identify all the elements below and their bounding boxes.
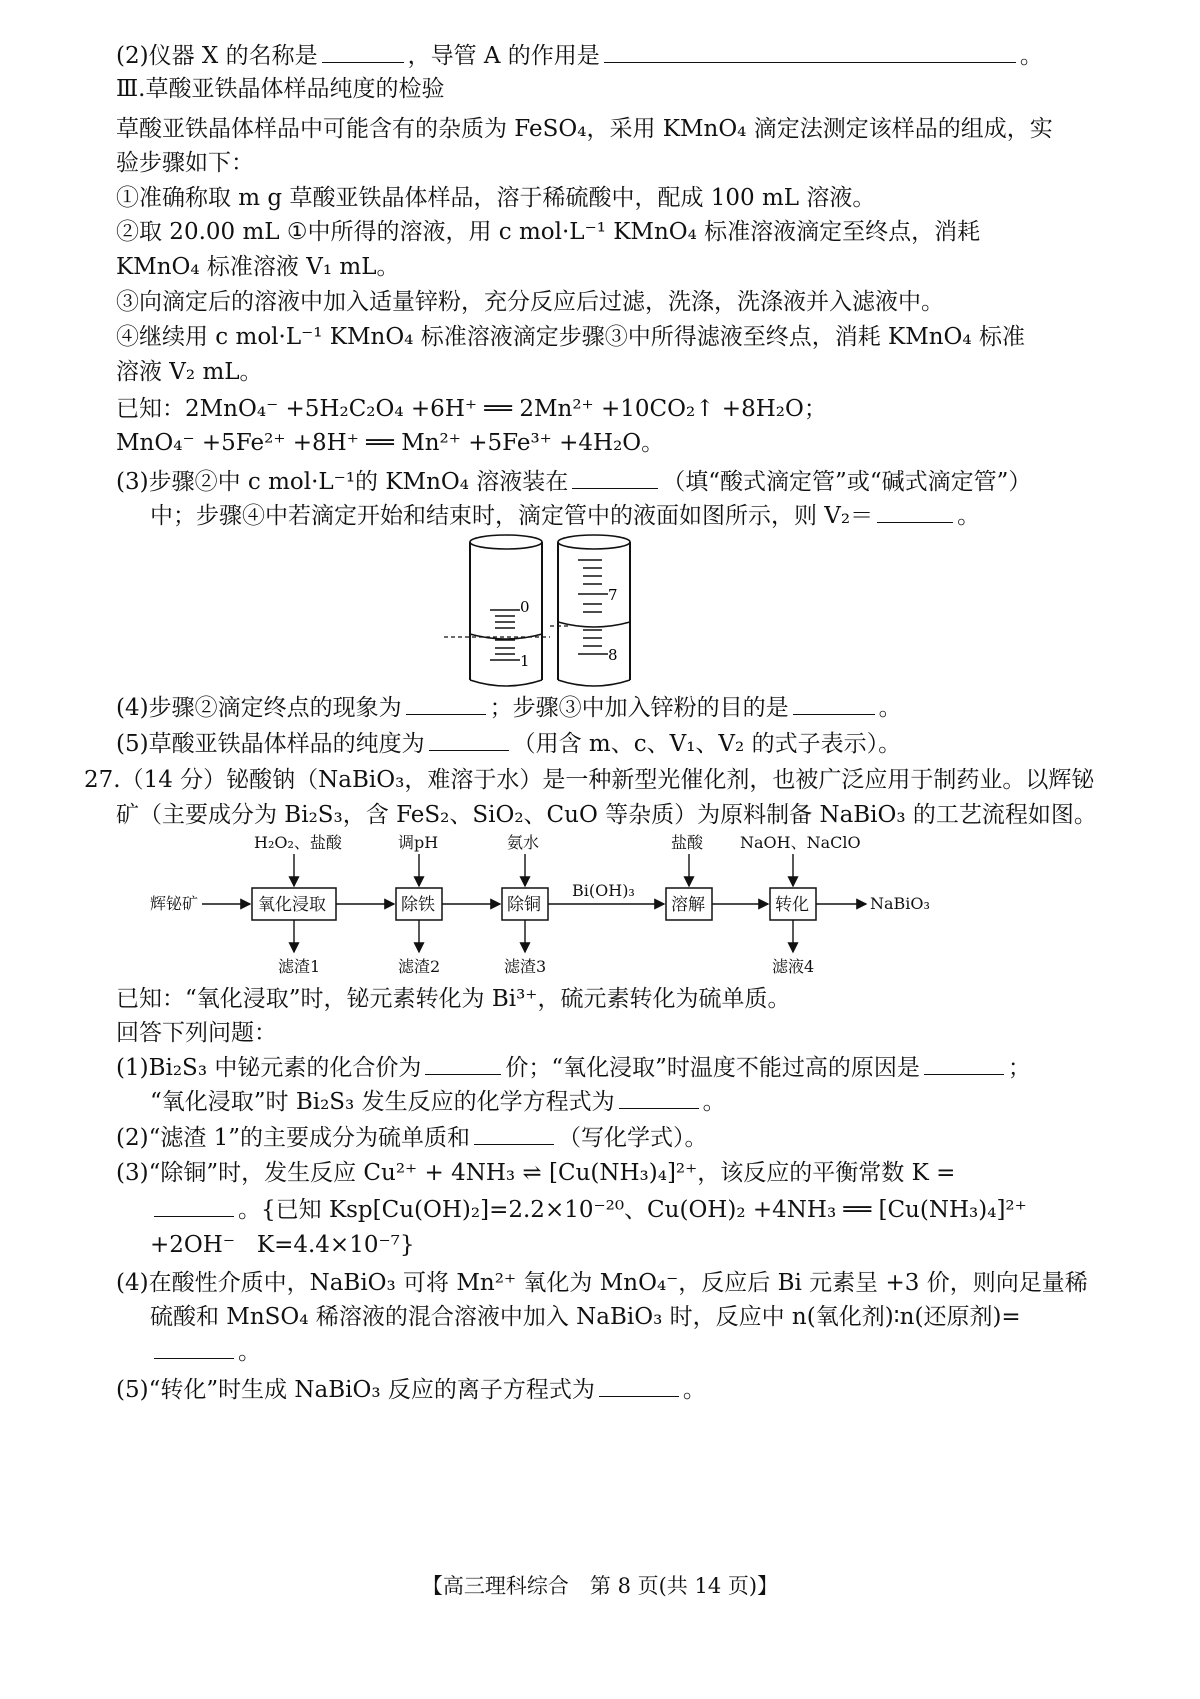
text: (2)仪器 X 的名称是 <box>116 43 318 69</box>
flow-start: 辉铋矿 <box>150 894 199 913</box>
text: (3)步骤②中 c mol·L⁻¹的 KMnO₄ 溶液装在 <box>116 469 569 495</box>
answer-blank <box>474 1122 554 1145</box>
question-27-1 <box>116 1052 1106 1083</box>
question-27-3-cont <box>150 1230 1140 1260</box>
text: （用含 m、c、V₁、V₂ 的式子表示）。 <box>512 731 902 757</box>
flow-reagent: NaOH、NaClO <box>740 833 861 852</box>
flow-reagent: 氨水 <box>507 833 540 852</box>
text: ④继续用 c mol·L⁻¹ KMnO₄ 标准溶液滴定步骤③中所得滤液至终点，消耗 KMnO₄ 标准 <box>116 324 1025 350</box>
answer-blank <box>793 692 875 715</box>
question-27-4-cont <box>150 1302 1140 1332</box>
answer-blank <box>599 1374 679 1397</box>
text: 价；“氧化浸取”时温度不能过高的原因是 <box>505 1055 920 1081</box>
step-4-cont <box>116 357 1106 387</box>
answer-blank <box>425 1052 501 1075</box>
answer-blank <box>154 1194 234 1217</box>
question-27-2 <box>116 1122 1106 1153</box>
question-27-4 <box>116 1268 1106 1298</box>
step-4 <box>116 322 1106 352</box>
flow-end: NaBiO₃ <box>870 894 930 913</box>
section-heading <box>116 74 1106 104</box>
step-1 <box>116 183 1106 213</box>
right-burette <box>558 535 630 686</box>
text: 中；步骤④中若滴定开始和结束时，滴定管中的液面如图所示，则 V₂＝ <box>150 503 874 529</box>
answer-blank <box>154 1336 234 1359</box>
text: 27.（14 分）铋酸钠（NaBiO₃，难溶于水）是一种新型光催化剂，也被广泛应用于制药业。以辉铋 <box>84 767 1095 793</box>
text: KMnO₄ 标准溶液 V₁ mL。 <box>116 254 400 280</box>
flow-intermediate: Bi(OH)₃ <box>572 881 635 900</box>
text: ，导管 A 的作用是 <box>407 43 600 69</box>
flow-waste: 滤渣2 <box>398 957 441 976</box>
answer-blank <box>406 692 486 715</box>
text: +2OH⁻ K=4.4×10⁻⁷} <box>150 1232 415 1258</box>
scale-label: 1 <box>520 652 530 670</box>
question-27-stem <box>84 765 1095 795</box>
answer-blank <box>572 466 658 489</box>
text: ②取 20.00 mL ①中所得的溶液，用 c mol·L⁻¹ KMnO₄ 标准溶液滴定至终点，消耗 <box>116 219 981 245</box>
text: 。 <box>957 503 981 529</box>
flow-reagent: 盐酸 <box>671 833 704 852</box>
flow-step: 除铁 <box>401 895 435 915</box>
question-27-1-cont <box>150 1086 1140 1117</box>
question-27-5 <box>116 1374 1106 1405</box>
step-3 <box>116 287 1106 317</box>
scale-label: 0 <box>520 598 530 616</box>
text: 硫酸和 MnSO₄ 稀溶液的混合溶液中加入 NaBiO₃ 时，反应中 n(氧化剂)∶n(还原剂)= <box>150 1304 1021 1330</box>
text: MnO₄⁻ +5Fe²⁺ +8H⁺ ══ Mn²⁺ +5Fe³⁺ +4H₂O。 <box>116 430 665 456</box>
text: (1)Bi₂S₃ 中铋元素的化合价为 <box>116 1055 422 1081</box>
flow-reagent: H₂O₂、盐酸 <box>254 833 342 852</box>
question-5-line <box>116 728 1106 759</box>
known-info <box>116 984 1106 1014</box>
text: Ⅲ.草酸亚铁晶体样品纯度的检验 <box>116 76 445 102</box>
text: 。 <box>238 1339 261 1365</box>
flow-step: 溶解 <box>671 895 705 915</box>
text: ； <box>1007 1055 1031 1081</box>
text: 。 <box>878 695 902 721</box>
text: (3)“除铜”时，发生反应 Cu²⁺ + 4NH₃ ⇌ [Cu(NH₃)₄]²⁺，该反应的平衡常数 K = <box>116 1160 956 1186</box>
process-flow-diagram <box>140 832 1040 982</box>
flow-step: 除铜 <box>507 895 541 915</box>
flow-waste: 滤液4 <box>772 957 815 976</box>
paragraph-line <box>116 114 1106 144</box>
question-3-cont <box>150 500 1140 531</box>
equation-2 <box>116 428 1106 458</box>
answer-blank <box>429 728 509 751</box>
text: 。 <box>1019 43 1043 69</box>
page-footer: 【高三理科综合 第 8 页(共 14 页)】 <box>421 1574 779 1598</box>
step-2-cont <box>116 252 1106 282</box>
text: (2)“滤渣 1”的主要成分为硫单质和 <box>116 1125 471 1151</box>
answer-blank <box>924 1052 1004 1075</box>
text: 。 <box>702 1089 726 1115</box>
question-3-line <box>116 466 1106 497</box>
answer-blank <box>877 500 953 523</box>
answer-blank <box>322 40 404 63</box>
text: (5)草酸亚铁晶体样品的纯度为 <box>116 731 425 757</box>
step-2 <box>116 217 1106 247</box>
text: （写化学式）。 <box>558 1125 708 1151</box>
question-2-line <box>116 40 1106 71</box>
answer-prompt <box>116 1018 1106 1048</box>
text: (5)“转化”时生成 NaBiO₃ 反应的离子方程式为 <box>116 1377 595 1403</box>
flow-reagent: 调pH <box>398 833 439 852</box>
text: ③向滴定后的溶液中加入适量锌粉，充分反应后过滤，洗涤，洗涤液并入滤液中。 <box>116 289 944 315</box>
flow-waste: 滤渣3 <box>504 957 547 976</box>
text: 回答下列问题： <box>116 1020 277 1046</box>
text: ；步骤③中加入锌粉的目的是 <box>489 695 789 721</box>
text: 草酸亚铁晶体样品中可能含有的杂质为 FeSO₄，采用 KMnO₄ 滴定法测定该样品的组成，实 <box>116 116 1053 142</box>
text: 。 <box>682 1377 706 1403</box>
flow-step: 氧化浸取 <box>258 895 326 915</box>
question-4-line <box>116 692 1106 723</box>
answer-blank <box>619 1086 699 1109</box>
flow-waste: 滤渣1 <box>278 957 321 976</box>
scale-label: 7 <box>608 586 618 604</box>
text: (4)步骤②滴定终点的现象为 <box>116 695 402 721</box>
text: ①准确称取 m g 草酸亚铁晶体样品，溶于稀硫酸中，配成 100 mL 溶液。 <box>116 185 876 211</box>
question-27-3-cont <box>150 1194 1140 1225</box>
answer-blank <box>604 40 1016 63</box>
text: 矿（主要成分为 Bi₂S₃，含 FeS₂、SiO₂、CuO 等杂质）为原料制备 NaBiO₃ 的工艺流程如图。 <box>116 802 1097 828</box>
text: 已知：2MnO₄⁻ +5H₂C₂O₄ +6H⁺ ══ 2Mn²⁺ +10CO₂↑ +8H₂O； <box>116 396 827 422</box>
text: “氧化浸取”时 Bi₂S₃ 发生反应的化学方程式为 <box>150 1089 615 1115</box>
text: (4)在酸性介质中，NaBiO₃ 可将 Mn²⁺ 氧化为 MnO₄⁻，反应后 Bi 元素呈 +3 价，则向足量稀 <box>116 1270 1088 1296</box>
text: 。{已知 Ksp[Cu(OH)₂]=2.2×10⁻²⁰、Cu(OH)₂ +4NH₃ ══ [Cu(NH₃)₄]²⁺ <box>238 1197 1027 1223</box>
text: 已知：“氧化浸取”时，铋元素转化为 Bi³⁺，硫元素转化为硫单质。 <box>116 986 791 1012</box>
text: 验步骤如下： <box>116 150 254 176</box>
text: 溶液 V₂ mL。 <box>116 359 263 385</box>
text: （填“酸式滴定管”或“碱式滴定管”） <box>662 469 1032 495</box>
question-27-stem-cont <box>116 800 1106 830</box>
paragraph-line <box>116 148 1106 178</box>
question-27-3 <box>116 1158 1106 1188</box>
left-burette <box>470 535 542 686</box>
scale-label: 8 <box>608 646 618 664</box>
burette-figure <box>440 530 730 700</box>
equation-1 <box>116 394 1106 424</box>
question-27-4-cont <box>150 1336 1140 1367</box>
flow-step: 转化 <box>775 895 809 915</box>
